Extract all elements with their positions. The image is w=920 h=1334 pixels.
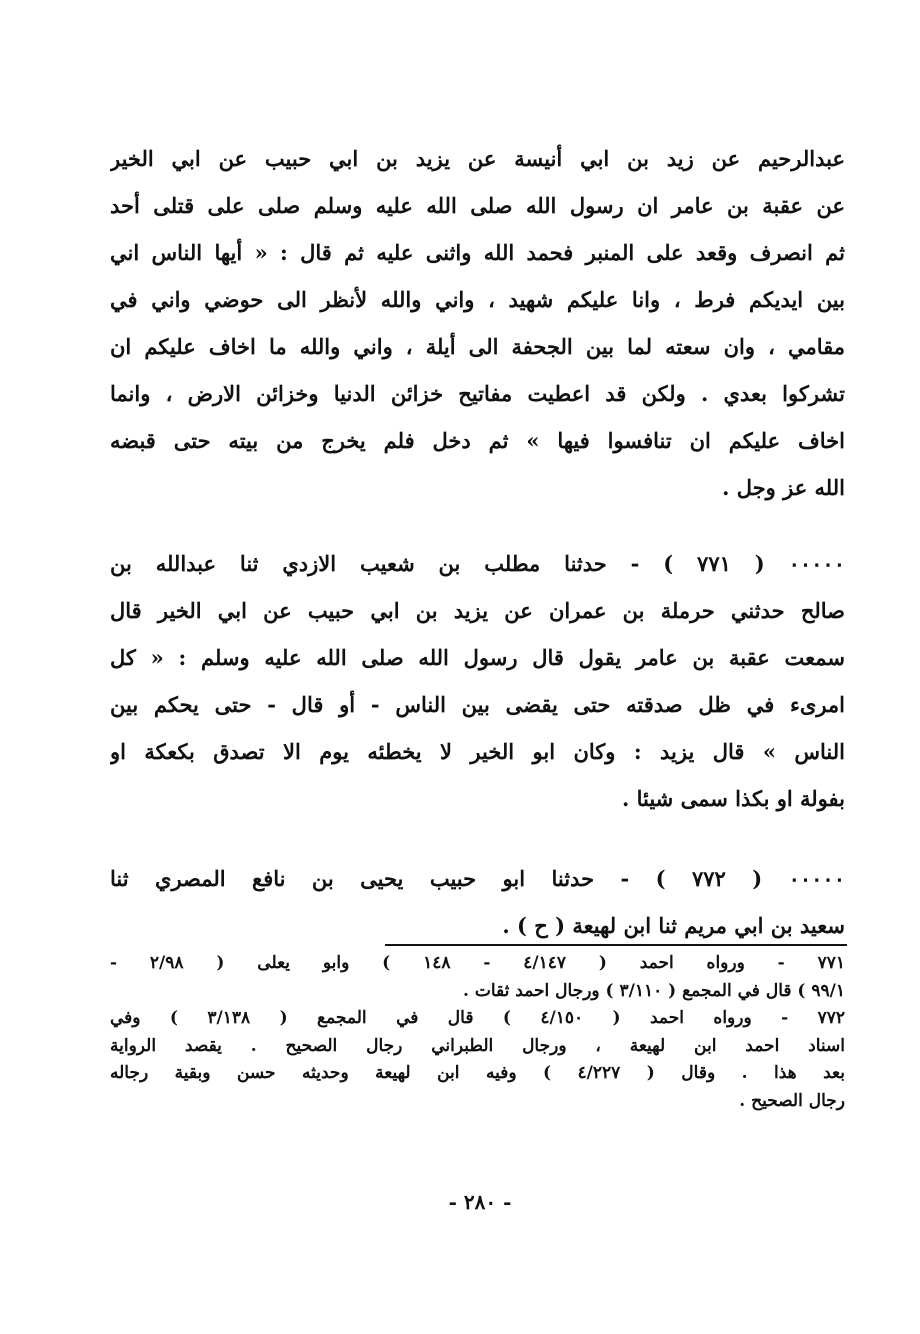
page-number: - ٢٨٠ - [448,1190,512,1214]
footnote-line: اسناد احمد ابن لهيعة ، ورجال الطبراني رجال الصحيح . يقصد الرواية [110,1035,845,1056]
footnote-line: ٧٧١ - ورواه احمد ( ٤/١٤٧ - ١٤٨ ) وابو يعلى ( ٢/٩٨ - [110,953,845,973]
footnote-line: ٧٧٢ - ورواه احمد ( ٤/١٥٠ ) قال في المجمع ( ٣/١٣٨ ) وفي [110,1008,845,1028]
text-line: سعيد بن ابي مريم ثنا ابن لهيعة ( ح ) . [502,913,845,938]
text-line: بفولة او بكذا سمى شيئا . [621,786,845,811]
text-line: تشركوا بعدي . ولكن قد اعطيت مفاتيح خزائن الدنيا وخزائن الارض ، وانما [110,381,845,406]
text-line: مقامي ، وان سعته لما بين الجحفة الى أيلة ، واني والله ما اخاف عليكم ان [110,334,845,359]
footnote-line: رجال الصحيح . [739,1090,845,1111]
text-line: عن عقبة بن عامر ان رسول الله صلى الله عليه وسلم صلى على قتلى أحد [110,193,845,218]
footnote-separator [385,944,847,946]
text-line: سمعت عقبة بن عامر يقول قال رسول الله صلى الله عليه وسلم : « كل [110,645,845,670]
text-line: ثم انصرف وقعد على المنبر فحمد الله واثنى عليه ثم قال : « أيها الناس اني [110,240,845,265]
text-line: صالح حدثني حرملة بن عمران عن يزيد بن ابي حبيب عن ابي الخير قال [110,598,845,623]
text-line: الله عز وجل . [722,475,845,500]
footnotes [110,950,845,1115]
text-line: اخاف عليكم ان تنافسوا فيها » ثم دخل فلم يخرج من بيته حتى قبضه [110,428,845,453]
text-line: ٠٠٠٠٠ ( ٧٧٢ ) - حدثنا ابو حبيب يحيى بن نافع المصري ثنا [110,866,845,891]
text-line: امرىء في ظل صدقته حتى يقضى بين الناس - أو قال - حتى يحكم بين [110,692,845,717]
hadith-paragraph-1 [110,135,845,511]
text-line: بين ايديكم فرط ، وانا عليكم شهيد ، واني والله لأنظر الى حوضي واني في [110,287,845,312]
footnote-line: بعد هذا . وقال ( ٤/٢٢٧ ) وفيه ابن لهيعة وحديثه حسن وبقية رجاله [110,1063,845,1083]
footnote-line: ٩٩/١ ) قال في المجمع ( ٣/١١٠ ) ورجال احمد ثقات . [463,980,845,1001]
hadith-paragraph-771 [110,540,845,822]
hadith-paragraph-772 [110,855,845,949]
text-line: الناس » قال يزيد : وكان ابو الخير لا يخطئه يوم الا تصدق بكعكة او [110,739,845,764]
text-line: ٠٠٠٠٠ ( ٧٧١ ) - حدثنا مطلب بن شعيب الازدي ثنا عبدالله بن [110,551,845,576]
text-line: عبدالرحيم عن زيد بن ابي أنيسة عن يزيد بن ابي حبيب عن ابي الخير [110,146,845,171]
